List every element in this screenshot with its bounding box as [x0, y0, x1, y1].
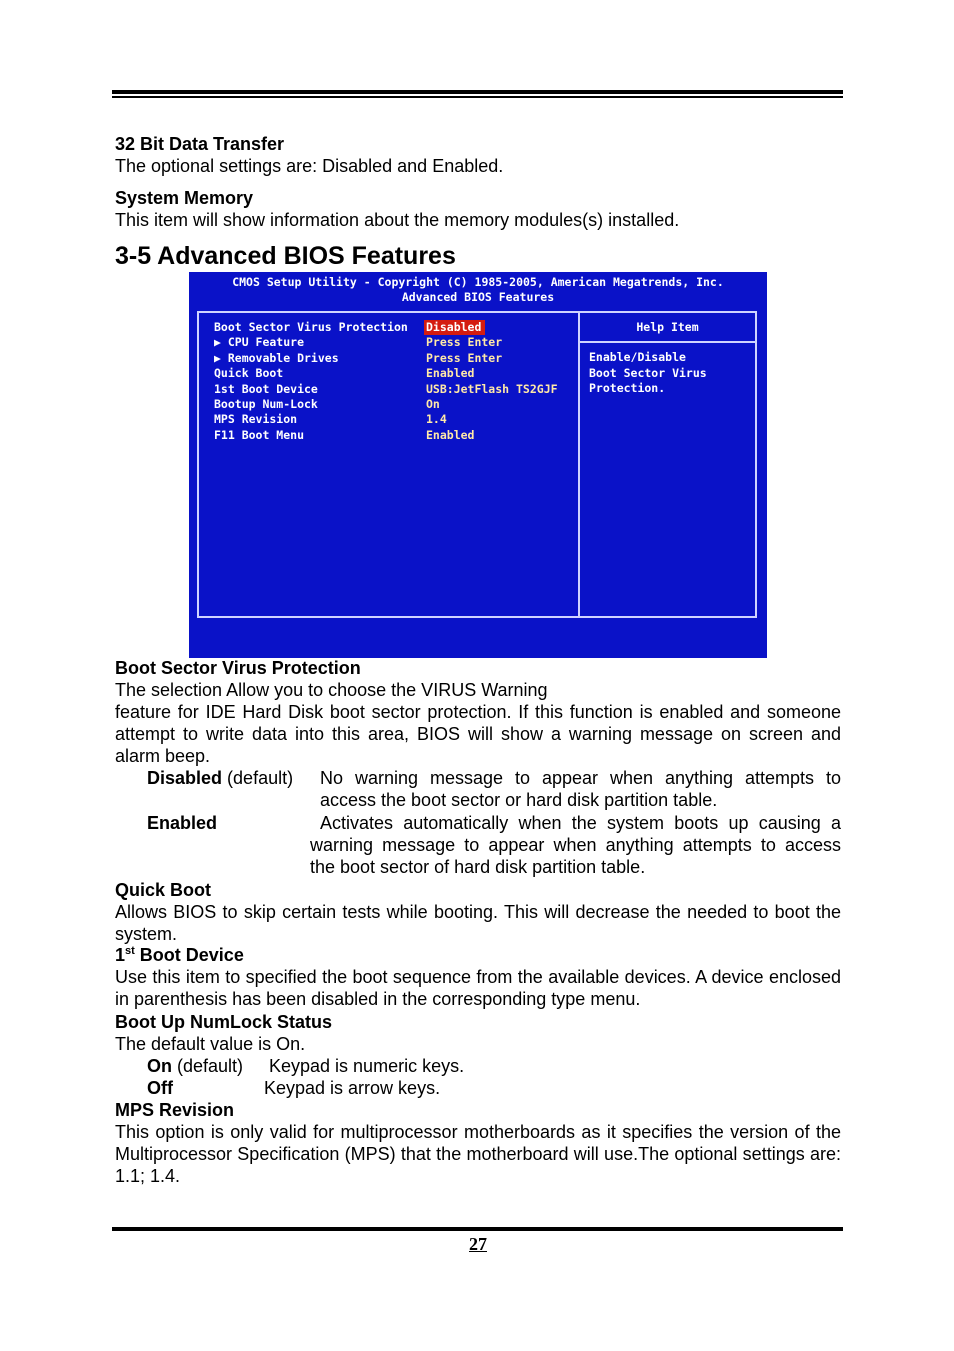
bios-row-value[interactable]: USB:JetFlash TS2GJF — [426, 381, 558, 396]
bios-help-line: Enable/Disable — [589, 350, 686, 364]
section-system-memory — [115, 187, 841, 231]
section-mps-revision — [115, 1099, 841, 1187]
bios-help-line: Protection. — [589, 381, 666, 395]
option-enabled-desc1: Activates automatically when the system boots up causing a — [320, 813, 841, 833]
option-name: Enabled — [147, 813, 218, 833]
bios-row-value[interactable]: Enabled — [426, 427, 475, 442]
text-mps-revision: This option is only valid for multiprocessor motherboards as it specifies the version of the Multiprocessor Specification (MPS) that the motherboard will use.The optional settings are: 1.1; 1.4. — [115, 1122, 841, 1186]
bios-help-divider — [580, 341, 755, 343]
bios-row-value[interactable]: On — [426, 396, 440, 411]
heading-quick-boot: Quick Boot — [115, 880, 212, 900]
option-disabled-desc1: No warning message to appear when anything attempts to — [320, 768, 841, 788]
option-on-label — [147, 1055, 243, 1077]
bios-row-boot-sector-virus-protection[interactable] — [214, 320, 482, 335]
bios-header-line2: Advanced BIOS Features — [401, 290, 555, 304]
bios-row-label: 1st Boot Device — [214, 381, 318, 396]
option-name: Off — [147, 1078, 173, 1098]
bios-row-value[interactable]: Enabled — [426, 366, 475, 381]
text-quick-boot: Allows BIOS to skip certain tests while booting. This will decrease the needed to boot the system. — [115, 902, 841, 944]
bios-row-label: F11 Boot Menu — [214, 427, 305, 442]
text-boot-sector-virus-line1: The selection Allow you to choose the VIRUS Warning — [115, 680, 548, 700]
bios-help-title: Help Item — [636, 320, 699, 334]
heading-mps-revision: MPS Revision — [115, 1100, 235, 1120]
section-1st-boot-device — [115, 944, 841, 1010]
option-on-desc: Keypad is numeric keys. — [269, 1056, 465, 1076]
section-32bit — [115, 133, 841, 177]
bios-header-line1: CMOS Setup Utility - Copyright (C) 1985-2005, American Megatrends, Inc. — [232, 275, 724, 289]
heading-32bit: 32 Bit Data Transfer — [115, 134, 285, 154]
bios-row-label: Bootup Num-Lock — [214, 396, 318, 411]
section-quick-boot — [115, 879, 841, 945]
bios-row-label: Boot Sector Virus Protection — [214, 320, 408, 334]
bios-row-label: ▶ Removable Drives — [214, 350, 339, 365]
bios-row-mps-revision[interactable] — [214, 412, 447, 427]
bios-row-label: Quick Boot — [214, 366, 284, 381]
bios-divider — [578, 311, 580, 618]
bios-screenshot — [189, 272, 767, 658]
bios-row-value[interactable]: Disabled — [424, 320, 485, 335]
option-enabled-label — [147, 812, 217, 834]
bios-row-value[interactable]: Press Enter — [426, 350, 503, 365]
text-32bit: The optional settings are: Disabled and Enabled. — [115, 156, 504, 176]
heading-numlock: Boot Up NumLock Status — [115, 1012, 333, 1032]
option-off-desc: Keypad is arrow keys. — [264, 1078, 441, 1098]
page-number: 27 — [469, 1234, 487, 1254]
bios-row-quick-boot[interactable] — [214, 366, 475, 381]
text-system-memory: This item will show information about the memory modules(s) installed. — [115, 210, 680, 230]
heading-sup: st — [125, 945, 135, 957]
bios-row-1st-boot-device[interactable] — [214, 381, 558, 397]
option-name: On — [147, 1056, 172, 1076]
bios-header — [189, 275, 767, 305]
bios-help-text — [589, 350, 707, 397]
section-boot-sector-virus — [115, 657, 841, 767]
text-numlock: The default value is On. — [115, 1034, 306, 1054]
header-rule — [112, 90, 843, 100]
section-numlock — [115, 1011, 841, 1055]
bios-row-label: ▶ CPU Feature — [214, 335, 305, 350]
option-name: Disabled — [147, 768, 223, 788]
option-off-label — [147, 1077, 173, 1099]
bios-row-value[interactable]: Press Enter — [426, 335, 503, 350]
bios-row-f11-boot-menu[interactable] — [214, 427, 475, 443]
heading-boot-sector-virus: Boot Sector Virus Protection — [115, 658, 361, 678]
bios-row-cpu-feature[interactable] — [214, 335, 503, 350]
text-1st-boot-device: Use this item to specified the boot sequence from the available devices. A device enclosed in parenthesis has been disabled in the corresponding type menu. — [115, 967, 841, 1009]
bios-row-label: MPS Revision — [214, 412, 298, 427]
footer-rule — [112, 1227, 843, 1231]
option-disabled-label — [147, 767, 293, 789]
text-boot-sector-virus-para: feature for IDE Hard Disk boot sector protection. If this function is enabled and someone attempt to write data into this area, BIOS will show a warning message on screen and alarm beep. — [115, 702, 841, 766]
bios-footer — [189, 627, 767, 658]
option-default-note: (default) — [177, 1056, 244, 1076]
option-enabled-desc3: the boot sector of hard disk partition table. — [310, 857, 646, 877]
heading-rest: Boot Device — [134, 945, 244, 965]
bios-help-line: Boot Sector Virus — [589, 365, 707, 380]
bios-row-value[interactable]: 1.4 — [426, 412, 447, 427]
bios-row-removable-drives[interactable] — [214, 350, 503, 366]
bios-settings-list — [214, 320, 558, 443]
option-default-note: (default) — [227, 768, 294, 788]
section-title: 3-5 Advanced BIOS Features — [115, 242, 456, 270]
heading-1st-boot-device — [115, 944, 841, 966]
option-enabled-desc2: warning message to appear when anything attempts to access — [310, 835, 841, 855]
heading-system-memory: System Memory — [115, 188, 254, 208]
bios-row-bootup-num-lock[interactable] — [214, 396, 440, 412]
heading-num: 1 — [115, 945, 126, 965]
option-disabled-desc2: access the boot sector or hard disk partition table. — [320, 790, 718, 810]
